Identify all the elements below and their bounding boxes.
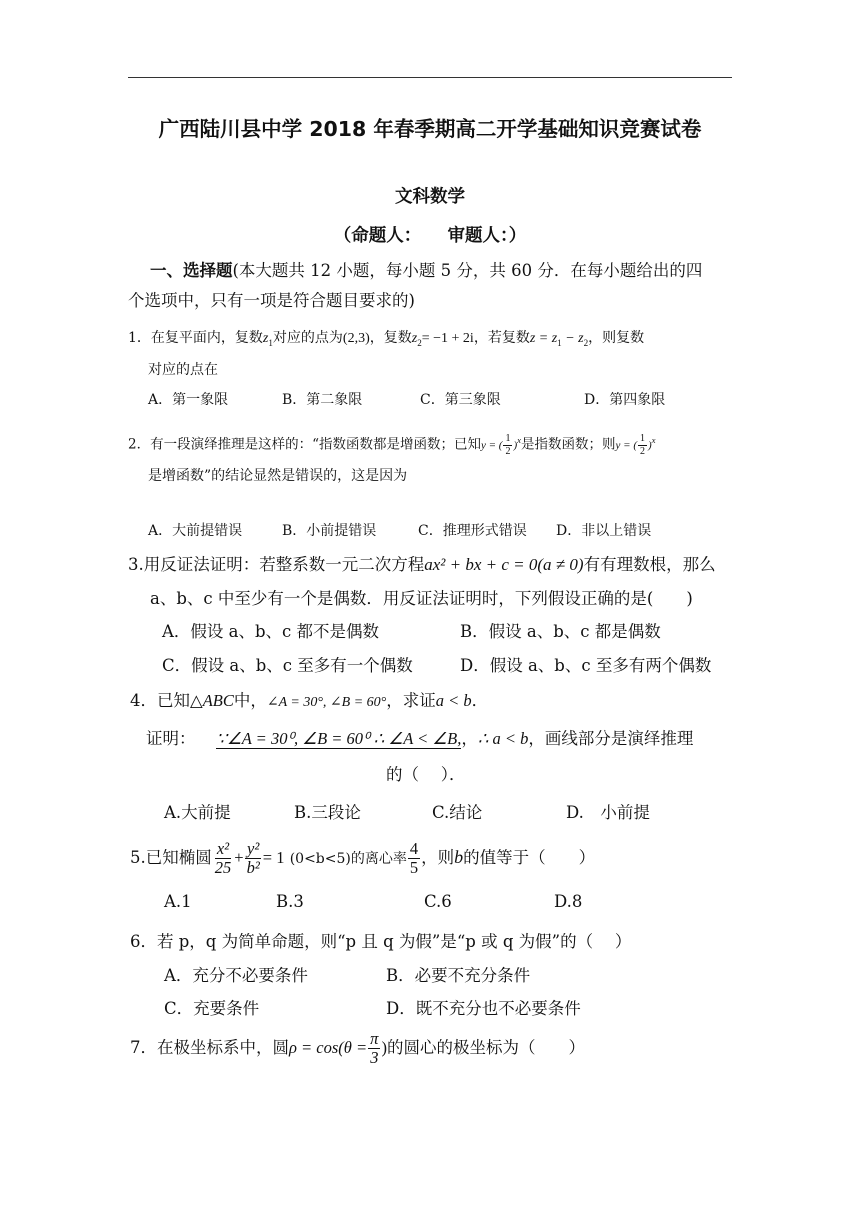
page-title: 广西陆川县中学 2018 年春季期高二开学基础知识竞赛试卷 bbox=[158, 117, 702, 141]
underlined-premise: ∵∠A = 30⁰, ∠B = 60⁰ ∴ ∠A < ∠B, bbox=[216, 729, 462, 748]
question-3-stem-line2: a、b、c 中至少有一个是偶数．用反证法证明时，下列假设正确的是( ) bbox=[150, 589, 693, 608]
question-3-stem: 3.用反证法证明：若整系数一元二次方程ax² + bx + c = 0(a ≠ 0)有有理数根，那么 bbox=[128, 555, 716, 574]
question-2-option-d: D．非以上错误 bbox=[556, 523, 652, 539]
question-3-option-d: D．假设 a、b、c 至多有两个偶数 bbox=[460, 656, 712, 675]
section-intro-text: (本大题共 12 小题，每小题 5 分，共 60 分．在每小题给出的四 bbox=[232, 261, 703, 280]
question-3-option-c: C．假设 a、b、c 至多有一个偶数 bbox=[162, 656, 413, 675]
question-5-stem: 5.已知椭圆 $\frac{\text{x²}}{25}$ + $\frac{\text{y²}}{\text{b²}}$ = 1 (0<b<5)的离心率 $\frac{4}{5}$ ，则b的值等于（ ） bbox=[130, 838, 596, 877]
question-4-stem-line3: 的（ ）． bbox=[386, 765, 466, 784]
fraction-x2-25: $\frac{\text{x²}}{25}$ bbox=[214, 838, 232, 877]
question-2-option-b: B．小前提错误 bbox=[282, 523, 377, 539]
question-6-stem: 6．若 p，q 为简单命题，则“p 且 q 为假”是“p 或 q 为假”的（ ） bbox=[130, 932, 632, 951]
question-4-option-c: C.结论 bbox=[432, 803, 483, 822]
question-5-option-b: B.3 bbox=[276, 892, 304, 911]
question-4-option-a: A.大前提 bbox=[164, 803, 231, 822]
author-line: （命题人： 审题人：） bbox=[333, 226, 527, 246]
question-1-option-a: A．第一象限 bbox=[148, 392, 229, 408]
question-7-stem: 7．在极坐标系中，圆ρ = cos(θ = $\frac{\pi}{3}$ )的圆心的极坐标为（ ） bbox=[130, 1028, 585, 1067]
fraction-pi-3: $\frac{\pi}{3}$ bbox=[370, 1028, 379, 1067]
section-heading: 一、选择题 bbox=[150, 261, 233, 280]
question-2-option-c: C．推理形式错误 bbox=[418, 523, 527, 539]
top-rule bbox=[128, 77, 732, 78]
section-intro-line2: 个选项中，只有一项是符合题目要求的) bbox=[128, 291, 415, 310]
question-5-option-c: C.6 bbox=[424, 892, 452, 911]
question-3-option-b: B．假设 a、b、c 都是偶数 bbox=[460, 622, 661, 641]
question-1-stem-line2: 对应的点在 bbox=[148, 362, 218, 378]
fraction-half: $\frac{1}{2}$ bbox=[505, 432, 511, 457]
question-6-option-d: D．既不充分也不必要条件 bbox=[386, 999, 581, 1018]
question-2-stem-line2: 是增函数”的结论显然是错误的，这是因为 bbox=[148, 468, 408, 484]
question-6-option-c: C．充要条件 bbox=[164, 999, 260, 1018]
question-5-option-a: A.1 bbox=[164, 892, 192, 911]
question-2-stem: 2．有一段演绎推理是这样的：“指数函数都是增函数；已知y = ( $\frac{1}{2}$ )$^x$是指数函数；则y = ( $\frac{1}{2}$ )$^x$ bbox=[128, 432, 656, 457]
question-3-option-a: A．假设 a、b、c 都不是偶数 bbox=[162, 622, 380, 641]
question-4-option-d: D. 小前提 bbox=[566, 803, 650, 822]
fraction-eccentricity: $\frac{4}{5}$ bbox=[409, 838, 419, 877]
question-1-option-c: C．第三象限 bbox=[420, 392, 501, 408]
question-1-stem: 1．在复平面内，复数$z_1$对应的点为(2,3)，复数$z_2= -1 + 2i$，若复数$z = z_1 - z_2$，则复数 bbox=[128, 330, 645, 348]
question-6-option-b: B．必要不充分条件 bbox=[386, 966, 531, 985]
question-4-option-b: B.三段论 bbox=[294, 803, 361, 822]
question-1-option-b: B．第二象限 bbox=[282, 392, 363, 408]
fraction-y2-b2: $\frac{\text{y²}}{\text{b²}}$ bbox=[246, 838, 260, 877]
question-4-proof: 证明： ∵∠A = 30⁰, ∠B = 60⁰ ∴ ∠A < ∠B,，∴ a < b，画线部分是演绎推理 bbox=[146, 729, 694, 748]
question-4-stem: 4．已知△ABC中，∠A = 30°, ∠B = 60°，求证a < b． bbox=[130, 691, 489, 710]
question-5-option-d: D.8 bbox=[554, 892, 583, 911]
subject-title: 文科数学 bbox=[395, 187, 465, 207]
section-intro-line1 bbox=[150, 261, 702, 281]
fraction-half: $\frac{1}{2}$ bbox=[640, 432, 645, 457]
question-1-option-d: D．第四象限 bbox=[584, 392, 666, 408]
question-6-option-a: A．充分不必要条件 bbox=[164, 966, 308, 985]
question-2-option-a: A．大前提错误 bbox=[148, 523, 243, 539]
